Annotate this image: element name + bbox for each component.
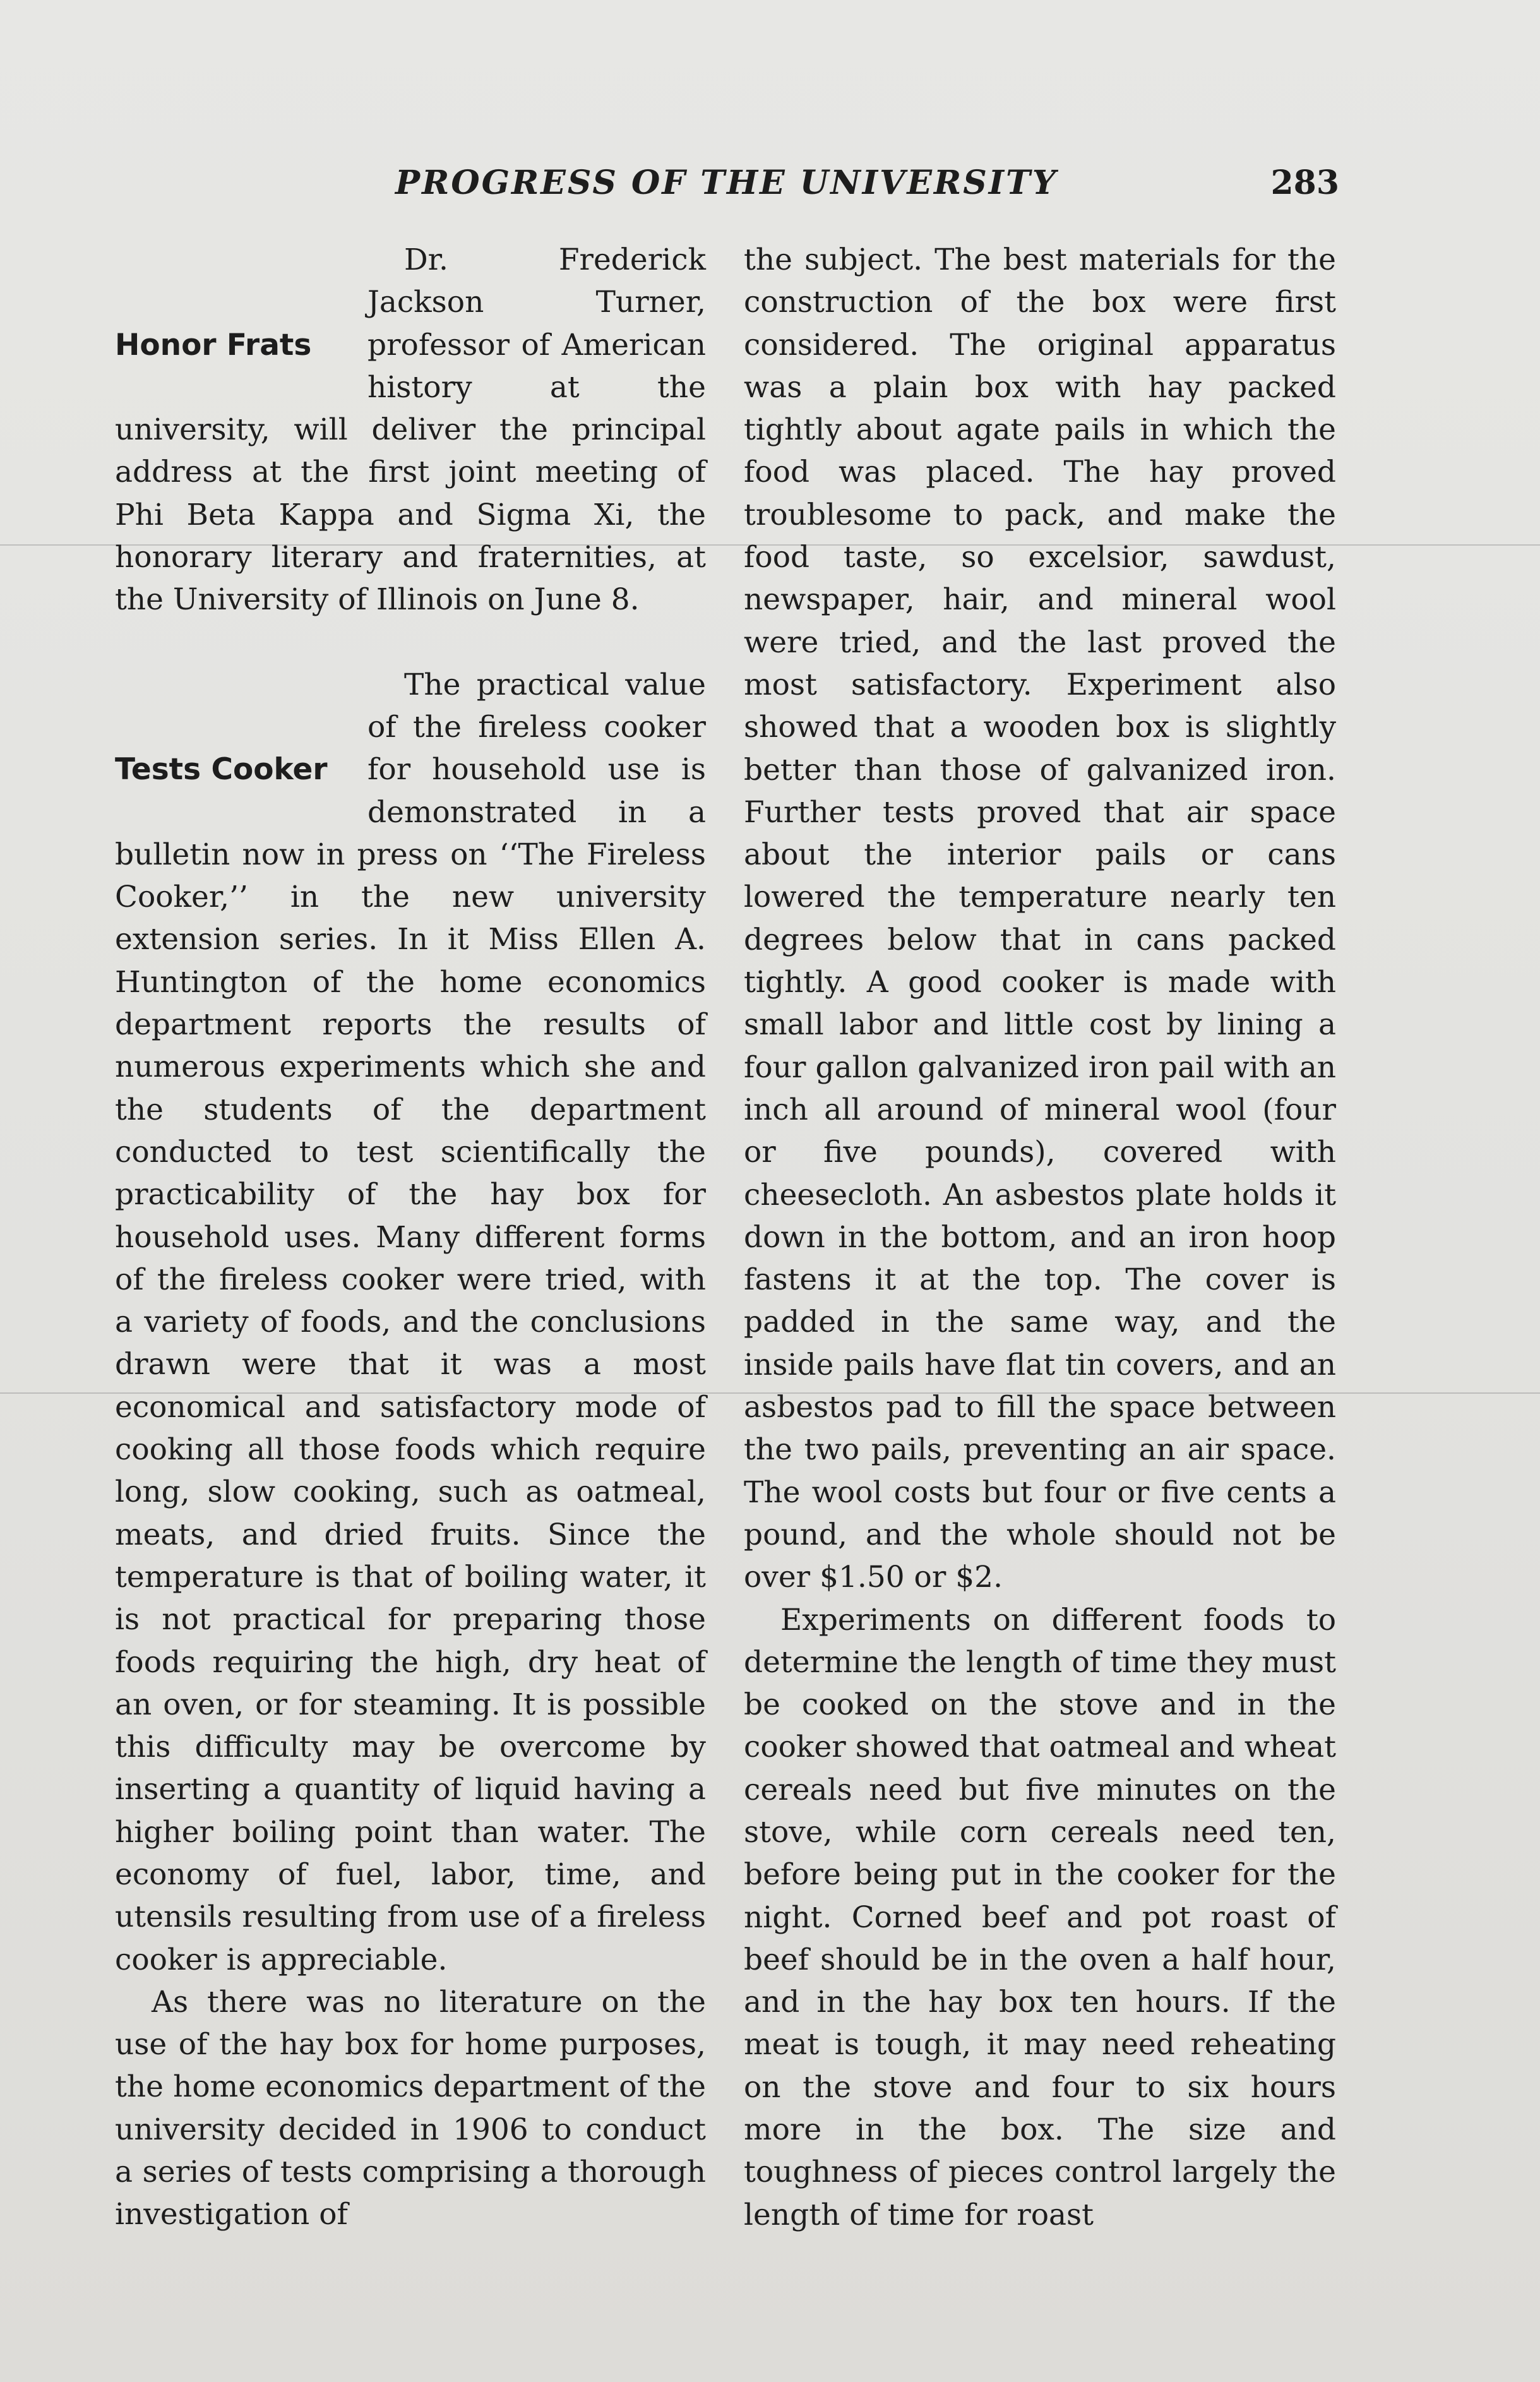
- sidehead-tests-cooker: Tests Cooker: [115, 752, 328, 787]
- running-head: PROGRESS OF THE UNIVERSITY: [395, 164, 1058, 202]
- paragraph-fireless-cooker: [115, 664, 706, 1981]
- paragraph-turner: [115, 239, 706, 621]
- paragraph-turner-text: Dr. Frederick Jackson Turner, professor of American history at the university, will deliver the principal address at the first joint meeting of Phi Beta Kappa and Sigma Xi, the honorary literary and fraternities, at the University of Illinois on June 8.: [115, 242, 706, 618]
- paragraph-gap: [115, 621, 706, 664]
- paragraph-hay-box: As there was no literature on the use of the hay box for home purposes, the home economics department of the university decided in 1906 to conduct a series of tests comprising a thorough investigation of: [115, 1984, 706, 2232]
- sidehead-gutter: [115, 366, 367, 409]
- sidehead-honor-frats: Honor Frats: [115, 327, 312, 362]
- paragraph-materials: the subject. The best materials for the construction of the box were first considered. The original apparatus was a plain box with hay packed tightly about agate pails in which the food was placed. The hay proved troublesome to pack, and make the food taste, so excelsior, sawdust, newspaper, hair, and mineral wool were tried, and the last proved the most satisfactory. Experiment also showed that a wooden box is slightly better than those of galvanized iron. Further tests proved that air space about the interior pails or cans lowered the temperature nearly ten degrees below that in cans packed tightly. A good cooker is made with small labor and little cost by lining a four gallon galvanized iron pail with an inch all around of mineral wool (four or five pounds), covered with cheesecloth. An asbestos plate holds it down in the bottom, and an iron hoop fastens it at the top. The cover is padded in the same way, and the inside pails have flat tin covers, and an asbestos pad to fill the space between the two pails, preventing an air space. The wool costs but four or five cents a pound, and the whole should not be over $1.50 or $2.: [744, 242, 1336, 1595]
- left-column: [115, 239, 706, 2236]
- paragraph-experiments: Experiments on different foods to determine the length of time they must be cooked on the stove and in the cooker showed that oatmeal and wheat cereals need but five minutes on the stove, while corn cereals need ten, before being put in the cooker for the night. Corned beef and pot roast of beef should be in the oven a half hour, and in the hay box ten hours. If the meat is tough, it may need reheating on the stove and four to six hours more in the box. The size and toughness of pieces control largely the length of time for roast: [744, 1602, 1336, 2232]
- right-column: [744, 239, 1336, 2236]
- page-number: 283: [1270, 164, 1339, 202]
- paragraph-fireless-cooker-text: The practical value of the fireless cooker for household use is demonstrated in a bulletin now in press on ‘‘The Fireless Cooker,’’ in the new university extension series. In it Miss Ellen A. Huntington of the home economics department reports the results of numerous experiments which she and the students of the department conducted to test scientifically the practicability of the hay box for household uses. Many different forms of the fireless cooker were tried, with a variety of foods, and the conclusions drawn were that it was a most economical and satisfactory mode of cooking all those foods which require long, slow cooking, such as oatmeal, meats, and dried fruits. Since the temperature is that of boiling water, it is not practical for preparing those foods requiring the high, dry heat of an oven, or for steaming. It is possible this difficulty may be overcome by inserting a quantity of liquid having a higher boiling point than water. The economy of fuel, labor, time, and utensils resulting from use of a fireless cooker is appreciable.: [115, 667, 706, 1977]
- page-header: [114, 161, 1339, 205]
